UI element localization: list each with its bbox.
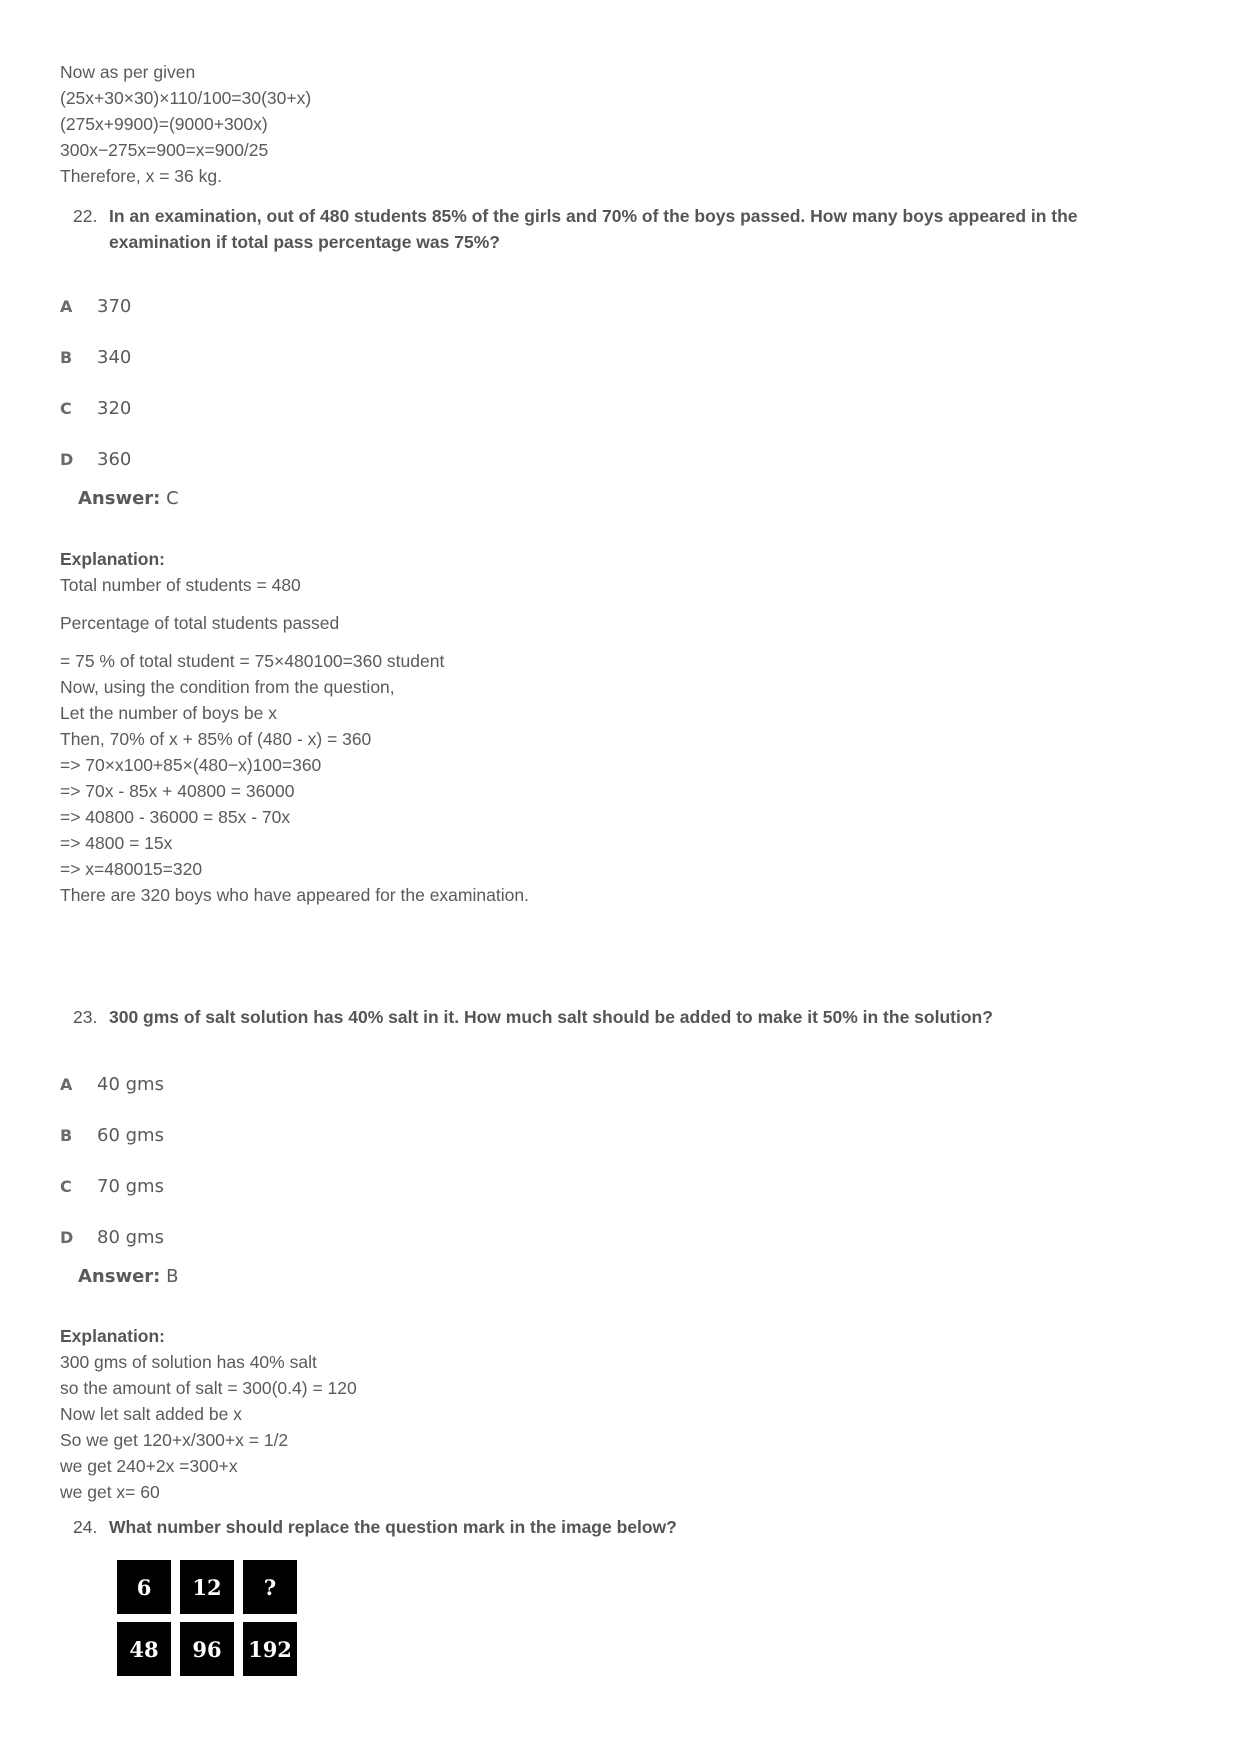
question-number: 22.	[73, 206, 98, 226]
option-b[interactable]	[60, 1125, 164, 1146]
grid-cell-question-mark: ?	[243, 1560, 297, 1614]
explanation-line: Percentage of total students passed	[60, 613, 340, 633]
question-text: In an examination, out of 480 students 85% of the girls and 70% of the boys passed. How many boys appeared in the examination if total pass percentage was 75%?	[109, 206, 1078, 252]
explanation-line: => 70×x100+85×(480−x)100=360	[60, 755, 322, 775]
grid-cell: 48	[117, 1622, 171, 1676]
intro-line: Now as per given	[60, 62, 196, 82]
option-c[interactable]	[60, 398, 131, 419]
option-letter: A	[60, 297, 73, 316]
option-value: 80 gms	[97, 1227, 164, 1248]
explanation-line: => x=480015=320	[60, 859, 203, 879]
option-value: 40 gms	[97, 1074, 164, 1095]
option-value: 70 gms	[97, 1176, 164, 1197]
explanation-heading: Explanation:	[60, 549, 166, 569]
intro-line: (275x+9900)=(9000+300x)	[60, 114, 268, 134]
option-value: 340	[97, 347, 132, 368]
option-value: 60 gms	[97, 1125, 164, 1146]
intro-line: Therefore, x = 36 kg.	[60, 166, 222, 186]
grid-cell: 12	[180, 1560, 234, 1614]
explanation-line: Now let salt added be x	[60, 1404, 242, 1424]
option-letter: D	[60, 1228, 74, 1247]
intro-solution	[60, 59, 311, 189]
option-letter: C	[60, 1177, 72, 1196]
grid-cell: 96	[180, 1622, 234, 1676]
intro-line: 300x−275x=900=x=900/25	[60, 140, 269, 160]
explanation-line: we get 240+2x =300+x	[60, 1456, 238, 1476]
answer	[78, 1266, 178, 1287]
explanation-line: => 40800 - 36000 = 85x - 70x	[60, 807, 291, 827]
explanation-23	[60, 1323, 357, 1505]
option-letter: D	[60, 450, 74, 469]
option-letter: B	[60, 348, 73, 367]
option-letter: C	[60, 399, 72, 418]
explanation-line: = 75 % of total student = 75×480100=360 student	[60, 651, 445, 671]
option-a[interactable]	[60, 1074, 164, 1095]
answer	[78, 488, 179, 509]
intro-line: (25x+30×30)×110/100=30(30+x)	[60, 88, 312, 108]
option-d[interactable]	[60, 449, 131, 470]
answer-label: Answer:	[78, 1266, 161, 1287]
explanation-line: So we get 120+x/300+x = 1/2	[60, 1430, 289, 1450]
question-number: 24.	[73, 1517, 98, 1537]
option-letter: B	[60, 1126, 73, 1145]
explanation-line: Let the number of boys be x	[60, 703, 277, 723]
question-number: 23.	[73, 1007, 98, 1027]
answer-value: B	[166, 1266, 179, 1287]
question-text: What number should replace the question mark in the image below?	[109, 1517, 677, 1537]
option-b[interactable]	[60, 347, 131, 368]
option-d[interactable]	[60, 1227, 164, 1248]
option-c[interactable]	[60, 1176, 164, 1197]
explanation-line: so the amount of salt = 300(0.4) = 120	[60, 1378, 357, 1398]
option-letter: A	[60, 1075, 73, 1094]
grid-cell: 192	[243, 1622, 297, 1676]
grid-cell: 6	[117, 1560, 171, 1614]
explanation-line: Total number of students = 480	[60, 575, 301, 595]
explanation-line: we get x= 60	[60, 1482, 160, 1502]
question-text: 300 gms of salt solution has 40% salt in it. How much salt should be added to make it 50% in the solution?	[109, 1007, 993, 1027]
explanation-line: 300 gms of solution has 40% salt	[60, 1352, 317, 1372]
explanation-line: => 4800 = 15x	[60, 833, 173, 853]
option-value: 360	[97, 449, 132, 470]
explanation-line: => 70x - 85x + 40800 = 36000	[60, 781, 295, 801]
option-value: 370	[97, 296, 132, 317]
answer-label: Answer:	[78, 488, 161, 509]
option-value: 320	[97, 398, 132, 419]
explanation-22	[60, 546, 529, 908]
explanation-line: There are 320 boys who have appeared for the examination.	[60, 885, 529, 905]
explanation-line: Then, 70% of x + 85% of (480 - x) = 360	[60, 729, 372, 749]
answer-value: C	[166, 488, 179, 509]
option-a[interactable]	[60, 296, 131, 317]
explanation-line: Now, using the condition from the question,	[60, 677, 395, 697]
explanation-heading: Explanation:	[60, 1326, 166, 1346]
